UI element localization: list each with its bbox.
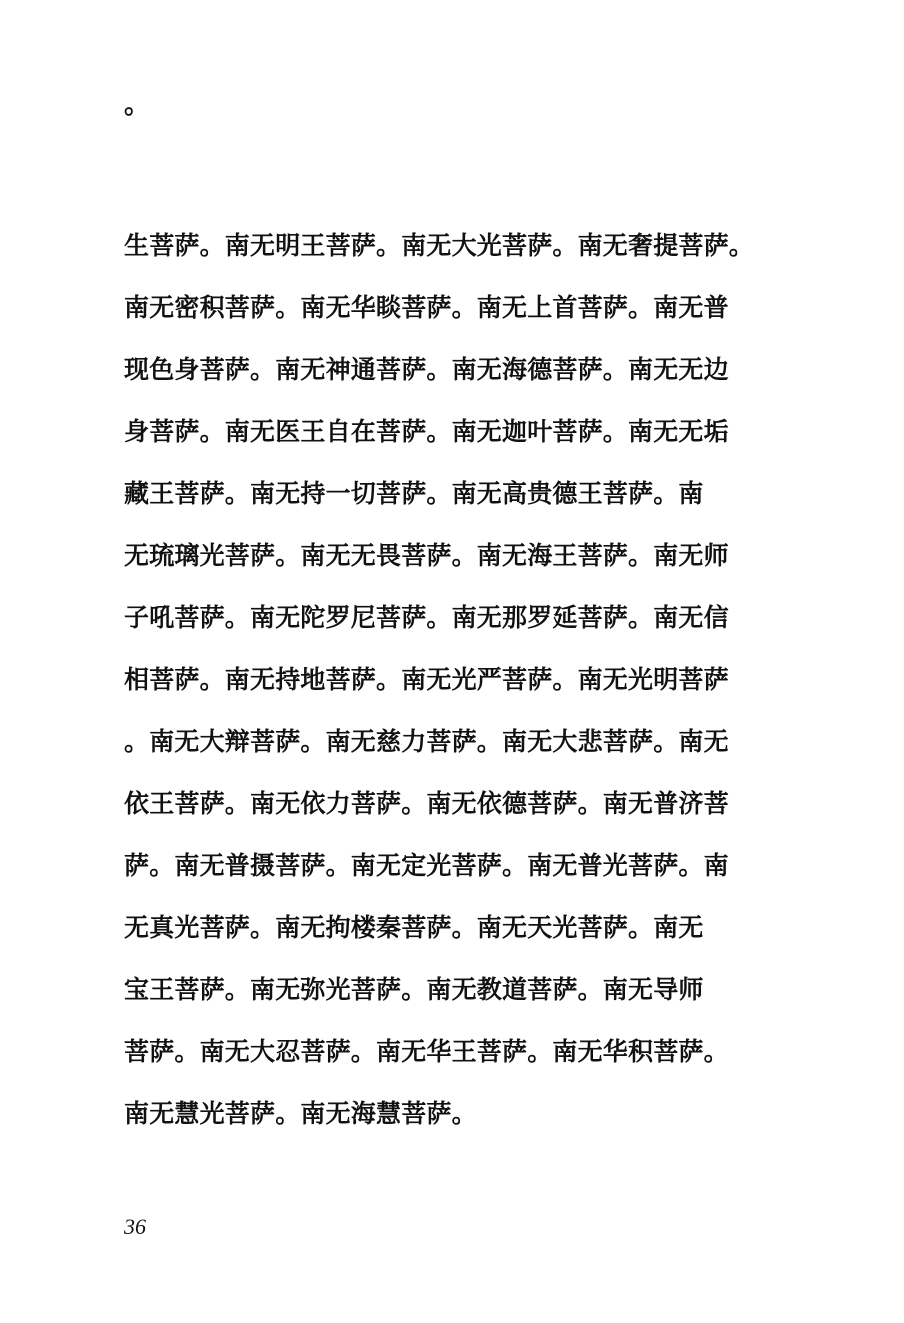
text-line: 相菩萨。南无持地菩萨。南无光严菩萨。南无光明菩萨 [124, 665, 729, 694]
text-line: 藏王菩萨。南无持一切菩萨。南无高贵德王菩萨。南 [124, 479, 704, 508]
text-line: 无琉璃光菩萨。南无无畏菩萨。南无海王菩萨。南无师 [124, 541, 729, 570]
text-line: 宝王菩萨。南无弥光菩萨。南无教道菩萨。南无导师 [124, 975, 704, 1004]
text-line: 子吼菩萨。南无陀罗尼菩萨。南无那罗延菩萨。南无信 [124, 603, 729, 632]
leading-punctuation: 。 [124, 90, 151, 120]
text-line: 依王菩萨。南无依力菩萨。南无依德菩萨。南无普济菩 [124, 789, 729, 818]
text-line: 菩萨。南无大忍菩萨。南无华王菩萨。南无华积菩萨。 [124, 1037, 729, 1066]
text-line: 生菩萨。南无明王菩萨。南无大光菩萨。南无奢提菩萨。 [124, 231, 755, 260]
text-line: 南无密积菩萨。南无华睒菩萨。南无上首菩萨。南无普 [124, 293, 729, 322]
text-line: 身菩萨。南无医王自在菩萨。南无迦叶菩萨。南无无垢 [124, 417, 729, 446]
body-text [124, 224, 755, 1154]
text-line: 南无慧光菩萨。南无海慧菩萨。 [124, 1099, 477, 1128]
page-number: 36 [124, 1214, 146, 1239]
text-line: 萨。南无普摄菩萨。南无定光菩萨。南无普光菩萨。南 [124, 851, 729, 880]
text-line: 现色身菩萨。南无神通菩萨。南无海德菩萨。南无无边 [124, 355, 729, 384]
text-line: 无真光菩萨。南无拘楼秦菩萨。南无天光菩萨。南无 [124, 913, 704, 942]
text-line: 。南无大辩菩萨。南无慈力菩萨。南无大悲菩萨。南无 [124, 727, 729, 756]
